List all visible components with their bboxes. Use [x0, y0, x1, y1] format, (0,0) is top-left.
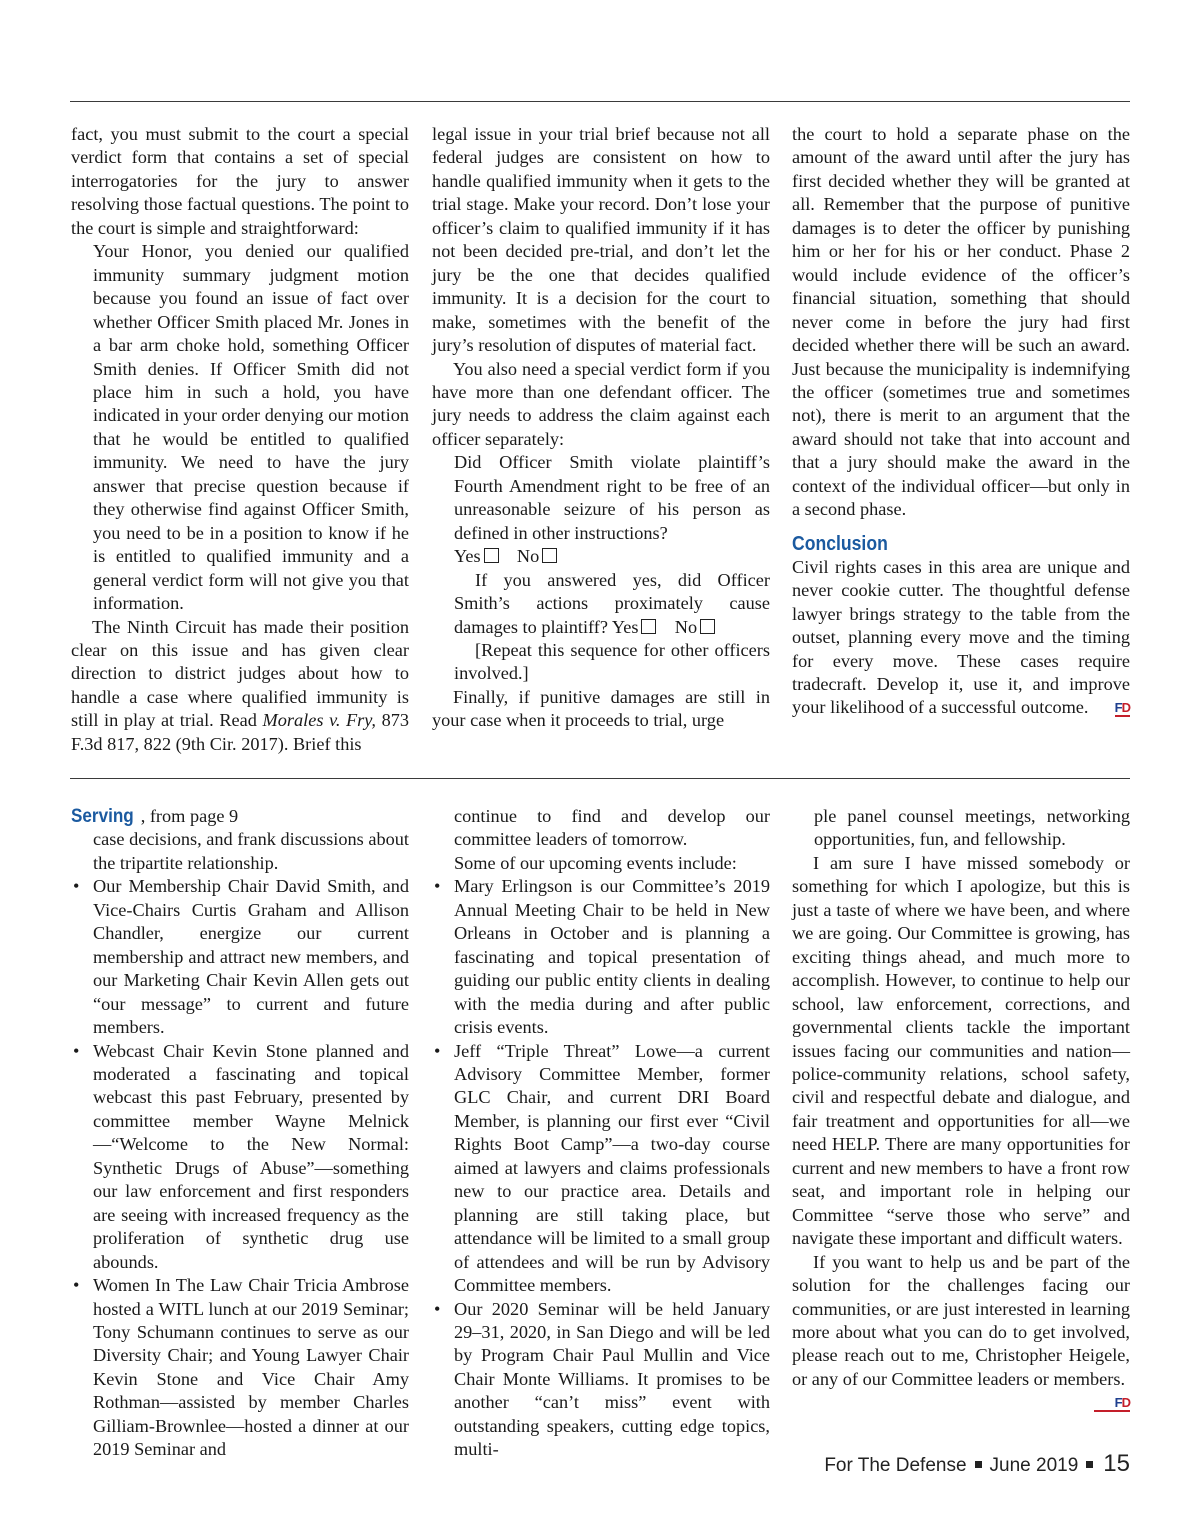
- paragraph: the court to hold a separate phase on the amount of the award until after the jury has first decided whether they will be granted at all. Remember that the purpose of punitive damages is to deter the officer by punishing him or her for his or her conduct. Phase 2 would include evidence of the officer’s financial situation, something that should never come in before the jury had first decided whether there will be such an award. Just because the municipality is indemnifying the officer (sometimes true and sometimes not), there is merit to an argument that the award should not take that into account and that a jury should make the award in the context of the individual officer—but only in a second phase.: [792, 124, 1130, 520]
- middle-rule: [70, 778, 1130, 779]
- list-item: • Our Membership Chair David Smith, and Vice-Chairs Curtis Graham and Allison Chandler, energize our current membership and attract new members, and our Marketing Chair Kevin Allen gets out “our message” to current and future members.: [71, 875, 409, 1039]
- block-quote: Your Honor, you denied our qualified immunity summary judgment motion because you found an issue of fact over whether Officer Smith placed Mr. Jones in a bar arm choke hold, something Officer Smith denies. If Officer Smith did not place him in such a hold, you have indicated in your order denying our motion that he would be entitled to qualified immunity. We need to have the jury answer that precise question because if they otherwise find against Officer Smith, you need to be in a position to know if he is entitled to qualified immunity and a general verdict form will not give you that information.: [93, 241, 409, 614]
- logo-letter: F: [1114, 1395, 1122, 1411]
- verdict-answer: [454, 545, 770, 568]
- checkbox-icon: [484, 548, 499, 563]
- separator-icon: [975, 1461, 982, 1468]
- text: Civil rights cases in this area are unique and never cookie cutter. The thoughtful defense lawyer brings strategy to the table from the outset, planning every move and the timing for every move. These cases require tradecraft. Develop it, use it, and improve your likelihood of a successful outcome.: [792, 556, 1130, 718]
- paragraph: fact, you must submit to the court a special verdict form that contains a set of special interrogatories for the jury to answer resolving those factual questions. The point to the court is simple and straightforward:: [71, 124, 409, 238]
- case-citation: Morales v. Fry,: [262, 710, 376, 731]
- top-column-3: [792, 123, 1130, 720]
- text: 873 F.3d 817, 822 (9th Cir. 2017). Brief this: [71, 710, 409, 754]
- no-label: No: [674, 616, 698, 637]
- bottom-column-1: [71, 805, 409, 1462]
- checkbox-icon: [700, 619, 715, 634]
- section-heading: Conclusion: [792, 532, 888, 555]
- continuation-line: [71, 805, 409, 828]
- paragraph: Some of our upcoming events include:: [454, 852, 737, 873]
- list-item: • Our 2020 Seminar will be held January 29–31, 2020, in San Diego and will be led by Program Chair Paul Mullin and Vice Chair Monte Williams. It promises to be another “can’t miss” event with outstanding speakers, cutting edge topics, multi-: [432, 1298, 770, 1462]
- paragraph: Finally, if punitive damages are still in your case when it proceeds to trial, urge: [432, 686, 770, 731]
- verdict-note: [Repeat this sequence for other officers involved.]: [454, 639, 770, 684]
- fd-logo-icon: [1094, 1396, 1130, 1412]
- bottom-column-3: [792, 805, 1130, 1412]
- bullet-list: [71, 875, 409, 1461]
- list-item: • Jeff “Triple Threat” Lowe—a current Advisory Committee Member, former GLC Chair, and current DRI Board Member, is planning our first ever “Civil Rights Boot Camp”—a two-day course aimed at lawyers and claims professionals new to our practice area. Details and planning are still taking place, but attendance will be limited to a small group of attendees and will be run by Advisory Committee members.: [432, 1040, 770, 1298]
- yes-label: Yes: [454, 546, 481, 567]
- paragraph: case decisions, and frank discussions about the tripartite relationship.: [93, 829, 409, 873]
- text: If you want to help us and be part of the solution for the challenges facing our communities, or are just interested in learning more about what you can do to get involved, please reach out to me, Christopher Heigele, or any of our Committee leaders or members.: [792, 1251, 1130, 1389]
- logo-letter: D: [1121, 1395, 1130, 1411]
- kicker-rest: , from page 9: [140, 806, 239, 826]
- no-label: No: [516, 546, 540, 567]
- paragraph: [71, 616, 409, 757]
- page-footer: [824, 1450, 1130, 1478]
- logo-letter: D: [1121, 700, 1130, 716]
- text: If you answered yes, did Officer Smith’s actions proximately cause damages to plaintiff? Yes: [454, 569, 770, 637]
- list-item: • Women In The Law Chair Tricia Ambrose hosted a WITL lunch at our 2019 Seminar; Tony Schumann continues to serve as our Diversity Chair; and Young Lawyer Chair Kevin Stone and Vice Chair Amy Rothman—assisted by member Charles Gilliam-Brownlee—hosted a dinner at our 2019 Seminar and: [71, 1274, 409, 1462]
- list-item: • Webcast Chair Kevin Stone planned and moderated a fascinating and topical webcast this past February, presented by committee member Wayne Melnick—“Welcome to the New Normal: Synthetic Drugs of Abuse”—something our law enforcement and first responders are seeing with increased frequency as the proliferation of synthetic drug use abounds.: [71, 1040, 409, 1275]
- paragraph: continue to find and develop our committee leaders of tomorrow.: [454, 806, 770, 850]
- text: The Ninth Circuit has made their position clear on this issue and has given clear direction to district judges about how to handle a case where qualified immunity is still in play at trial. Read: [71, 616, 409, 731]
- bottom-column-2: [432, 805, 770, 1462]
- paragraph: [792, 556, 1130, 720]
- paragraph: I am sure I have missed somebody or something for which I apologize, but this is just a taste of where we have been, and where we are going. Our Committee is growing, has exciting things ahead, and much more to accomplish. However, to continue to help our school, law enforcement, corrections, and governmental clients tackle the important issues facing our communities and nation—police-community relations, school safety, civil and respectful debate and dialogue, and fair treatment and opportunities for all—we need HELP. There are many opportunities for current and new members to have a front row seat, and important role in helping our Committee “serve those who serve” and navigate these important and difficult waters.: [792, 852, 1130, 1249]
- paragraph: ple panel counsel meetings, networking opportunities, fun, and fellowship.: [814, 806, 1130, 850]
- page-number: 15: [1103, 1450, 1130, 1477]
- publication-name: For The Defense: [824, 1455, 967, 1476]
- list-item: • Mary Erlingson is our Committee’s 2019 Annual Meeting Chair to be held in New Orleans in October and is planning a fascinating and topical presentation of guiding our public entity clients in dealing with the media during and after public crisis events.: [432, 875, 770, 1039]
- top-column-1: [71, 123, 409, 756]
- verdict-question: Did Officer Smith violate plaintiff’s Fourth Amendment right to be free of an unreasonable seizure of his person as defined in other instructions?: [454, 452, 770, 543]
- checkbox-icon: [641, 619, 656, 634]
- checkbox-icon: [542, 548, 557, 563]
- separator-icon: [1086, 1461, 1093, 1468]
- logo-letter: F: [1114, 700, 1122, 716]
- top-column-2: [432, 123, 770, 733]
- paragraph: [792, 1251, 1130, 1411]
- fd-logo-icon: [1115, 701, 1130, 717]
- top-rule: [70, 101, 1130, 102]
- paragraph: legal issue in your trial brief because not all federal judges are consistent on how to handle qualified immunity when it gets to the trial stage. Make your record. Don’t lose your officer’s claim to qualified immunity if it has not been decided pre-trial, and don’t let the jury be the one that decides qualified immunity. It is a decision for the court to make, sometimes with the benefit of the jury’s resolution of disputes of material fact.: [432, 124, 770, 356]
- verdict-question: [454, 569, 770, 639]
- issue-date: June 2019: [989, 1455, 1079, 1476]
- paragraph: You also need a special verdict form if you have more than one defendant officer. The jury needs to address the claim against each officer separately:: [432, 358, 770, 449]
- bullet-list: [432, 875, 770, 1461]
- kicker: Serving: [71, 806, 134, 827]
